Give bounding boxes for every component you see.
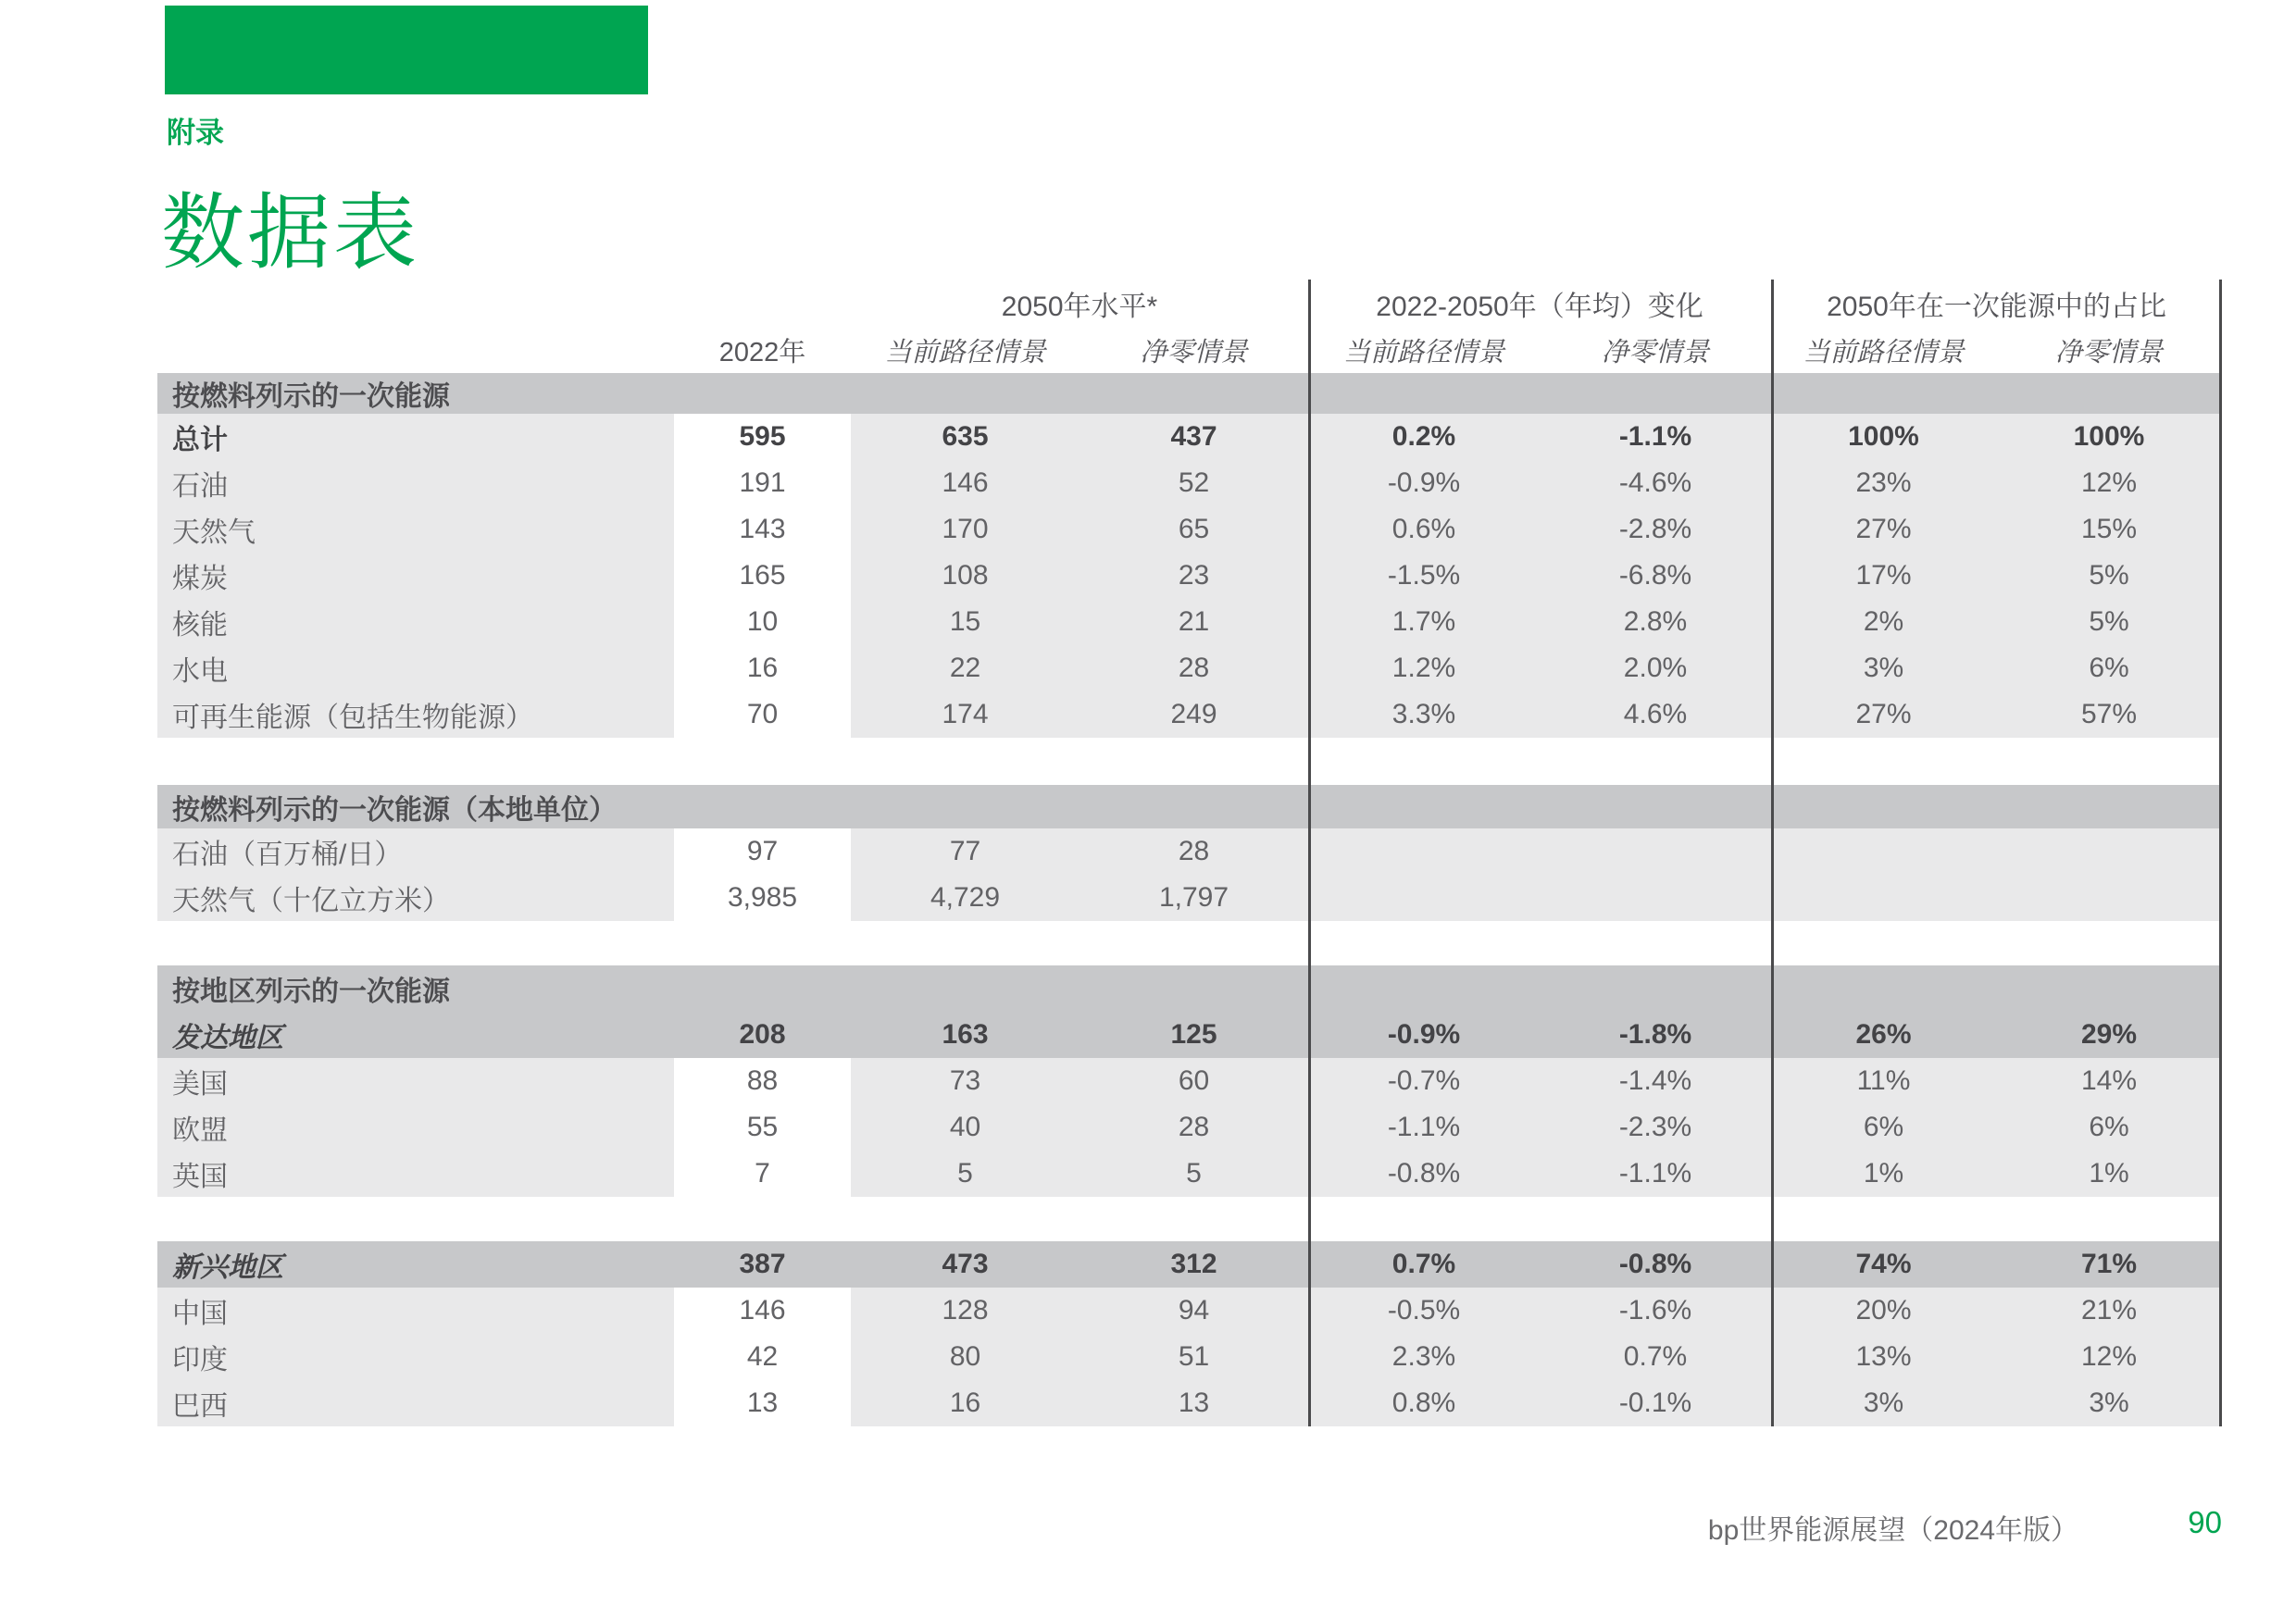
subheader-nz-share: 净零情景 — [2054, 337, 2163, 367]
cell-nz-2050: 437 — [1170, 421, 1217, 452]
cell-nz-2050: 1,797 — [1158, 882, 1229, 913]
row-label: 天然气（十亿立方米） — [172, 886, 450, 916]
table-group-header-row — [157, 280, 2222, 327]
cell-cps-2050: 170 — [942, 514, 989, 544]
cell-nz-share: 29% — [2080, 1019, 2138, 1050]
cell-2022: 88 — [674, 1058, 851, 1104]
cell-nz-change: -1.1% — [1618, 1158, 1692, 1189]
cell-2022: 143 — [674, 506, 851, 553]
section-title: 按燃料列示的一次能源（本地单位） — [172, 794, 617, 826]
cell-cps-share: 2% — [1863, 606, 1904, 637]
cell-cps-change: -0.7% — [1387, 1065, 1461, 1096]
cell-nz-change: -0.1% — [1618, 1388, 1692, 1418]
cell-nz-change: -2.3% — [1618, 1112, 1692, 1142]
table-row-coal — [157, 553, 2222, 599]
cell-nz-change — [1540, 875, 1771, 921]
cell-cps-share: 3% — [1863, 1388, 1904, 1418]
cell-nz-2050: 52 — [1178, 467, 1210, 498]
row-label: 美国 — [172, 1069, 228, 1100]
cell-nz-share: 1% — [2089, 1158, 2129, 1189]
cell-cps-share: 20% — [1855, 1295, 1912, 1326]
cell-2022: 16 — [674, 645, 851, 691]
table-row-brazil — [157, 1380, 2222, 1426]
cell-nz-2050: 28 — [1178, 653, 1210, 683]
row-label: 石油（百万桶/日） — [172, 840, 403, 870]
section-header-fuels-local-units — [157, 785, 2222, 828]
table-row-oil-local — [157, 828, 2222, 875]
cell-nz-2050: 312 — [1170, 1249, 1217, 1279]
cell-nz-share: 12% — [2080, 467, 2138, 498]
cell-cps-2050: 4,729 — [930, 882, 1001, 913]
cell-cps-change: 0.7% — [1391, 1249, 1456, 1279]
cell-2022: 13 — [674, 1380, 851, 1426]
cell-cps-2050: 108 — [942, 560, 989, 591]
cell-cps-change: -0.8% — [1387, 1158, 1461, 1189]
table-row-us — [157, 1058, 2222, 1104]
cell-cps-change: -0.5% — [1387, 1295, 1461, 1326]
cell-cps-change: 3.3% — [1391, 699, 1456, 729]
cell-cps-change: 0.6% — [1391, 514, 1456, 544]
group-header-2050-levels: 2050年水平* — [1001, 291, 1158, 322]
cell-2022: 97 — [674, 828, 851, 875]
appendix-label: 附录 — [167, 117, 224, 149]
data-table — [157, 280, 2222, 1426]
cell-2022: 191 — [674, 460, 851, 506]
cell-cps-2050: 16 — [949, 1388, 981, 1418]
cell-nz-change: 2.0% — [1623, 653, 1688, 683]
cell-2022: 208 — [739, 1019, 786, 1050]
cell-nz-change: -4.6% — [1618, 467, 1692, 498]
table-spacer — [157, 1197, 2222, 1241]
cell-cps-2050: 163 — [942, 1019, 989, 1050]
row-label: 中国 — [172, 1299, 228, 1329]
cell-nz-2050: 60 — [1178, 1065, 1210, 1096]
cell-nz-share: 57% — [2080, 699, 2138, 729]
row-label: 总计 — [172, 425, 228, 455]
cell-nz-2050: 51 — [1178, 1341, 1210, 1372]
cell-nz-share: 6% — [2089, 653, 2129, 683]
table-row-hydro — [157, 645, 2222, 691]
header-accent-bar — [165, 6, 648, 94]
cell-cps-change — [1308, 828, 1540, 875]
cell-nz-2050: 125 — [1170, 1019, 1217, 1050]
cell-nz-share — [1996, 828, 2222, 875]
row-label: 石油 — [172, 471, 228, 502]
cell-2022: 42 — [674, 1334, 851, 1380]
cell-cps-share — [1771, 828, 1996, 875]
table-spacer — [157, 738, 2222, 785]
cell-cps-change: -0.9% — [1387, 1019, 1461, 1050]
cell-2022: 7 — [674, 1151, 851, 1197]
table-row-developed-regions — [157, 1012, 2222, 1058]
table-row-nuclear — [157, 599, 2222, 645]
cell-nz-share: 5% — [2089, 606, 2129, 637]
table-row-gas-local — [157, 875, 2222, 921]
cell-2022: 387 — [739, 1249, 786, 1279]
cell-cps-share: 27% — [1855, 514, 1912, 544]
section-header-regions — [157, 965, 2222, 1012]
cell-cps-change: 0.8% — [1391, 1388, 1456, 1418]
cell-2022: 165 — [674, 553, 851, 599]
row-label: 煤炭 — [172, 564, 228, 594]
cell-nz-change: -1.4% — [1618, 1065, 1692, 1096]
cell-cps-share: 100% — [1848, 421, 1919, 452]
cell-cps-2050: 77 — [949, 836, 981, 866]
cell-cps-share: 17% — [1855, 560, 1912, 591]
section-title: 按地区列示的一次能源 — [172, 977, 450, 1007]
row-label: 英国 — [172, 1162, 228, 1192]
table-row-natural-gas — [157, 506, 2222, 553]
cell-cps-share: 1% — [1863, 1158, 1904, 1189]
cell-nz-2050: 65 — [1178, 514, 1210, 544]
cell-cps-share: 13% — [1855, 1341, 1912, 1372]
cell-cps-change — [1308, 875, 1540, 921]
cell-cps-change: -0.9% — [1387, 467, 1461, 498]
table-row-china — [157, 1288, 2222, 1334]
cell-cps-2050: 635 — [942, 421, 989, 452]
header-spacer-cell — [157, 280, 851, 327]
cell-cps-2050: 73 — [949, 1065, 981, 1096]
cell-cps-share: 23% — [1855, 467, 1912, 498]
cell-nz-share: 14% — [2080, 1065, 2138, 1096]
cell-cps-2050: 40 — [949, 1112, 981, 1142]
cell-nz-change: -0.8% — [1618, 1249, 1692, 1279]
cell-nz-2050: 94 — [1178, 1295, 1210, 1326]
table-row-uk — [157, 1151, 2222, 1197]
subheader-cps-change: 当前路径情景 — [1342, 337, 1504, 367]
cell-2022: 595 — [674, 414, 851, 460]
cell-cps-share: 11% — [1856, 1065, 1911, 1096]
table-spacer — [157, 921, 2222, 965]
cell-nz-share: 15% — [2080, 514, 2138, 544]
subheader-cps-2050: 当前路径情景 — [884, 337, 1046, 367]
table-row-eu — [157, 1104, 2222, 1151]
group-header-2022-2050-change: 2022-2050年（年均）变化 — [1376, 291, 1703, 322]
cell-cps-change: 1.7% — [1391, 606, 1456, 637]
cell-cps-2050: 128 — [942, 1295, 989, 1326]
cell-nz-change: -2.8% — [1618, 514, 1692, 544]
cell-cps-2050: 473 — [942, 1249, 989, 1279]
cell-cps-share: 27% — [1855, 699, 1912, 729]
table-row-renewables — [157, 691, 2222, 738]
cell-nz-share: 12% — [2080, 1341, 2138, 1372]
cell-nz-change: -1.1% — [1618, 421, 1692, 452]
column-divider — [2219, 280, 2222, 1426]
cell-2022: 55 — [674, 1104, 851, 1151]
cell-nz-2050: 13 — [1178, 1388, 1210, 1418]
cell-cps-change: 1.2% — [1391, 653, 1456, 683]
cell-nz-share: 6% — [2089, 1112, 2129, 1142]
cell-nz-change: 0.7% — [1623, 1341, 1688, 1372]
cell-nz-2050: 28 — [1178, 1112, 1210, 1142]
cell-cps-share: 6% — [1863, 1112, 1904, 1142]
cell-nz-change: 2.8% — [1623, 606, 1688, 637]
cell-nz-2050: 249 — [1170, 699, 1217, 729]
row-label: 核能 — [172, 610, 228, 641]
cell-nz-share: 21% — [2080, 1295, 2138, 1326]
page-title: 数据表 — [161, 187, 419, 280]
cell-nz-2050: 21 — [1178, 606, 1210, 637]
group-header-2050-share: 2050年在一次能源中的占比 — [1827, 291, 2166, 322]
cell-nz-2050: 28 — [1178, 836, 1210, 866]
subheader-nz-2050: 净零情景 — [1140, 337, 1248, 367]
cell-cps-share: 26% — [1855, 1019, 1912, 1050]
cell-nz-change — [1540, 828, 1771, 875]
page-number: 90 — [2188, 1505, 2222, 1539]
cell-2022: 3,985 — [674, 875, 851, 921]
row-label: 巴西 — [172, 1391, 228, 1422]
cell-2022: 146 — [674, 1288, 851, 1334]
cell-nz-share: 5% — [2089, 560, 2129, 591]
section-header-fuels — [157, 373, 2222, 414]
subheader-spacer-cell — [157, 327, 674, 373]
cell-nz-share — [1996, 875, 2222, 921]
cell-cps-2050: 174 — [942, 699, 989, 729]
cell-cps-change: 0.2% — [1391, 421, 1456, 452]
table-row-emerging-regions — [157, 1241, 2222, 1288]
cell-nz-2050: 23 — [1178, 560, 1210, 591]
row-label: 印度 — [172, 1345, 228, 1375]
cell-nz-2050: 5 — [1186, 1158, 1202, 1189]
cell-nz-change: 4.6% — [1623, 699, 1688, 729]
subheader-nz-change: 净零情景 — [1601, 337, 1709, 367]
row-label: 可再生能源（包括生物能源） — [172, 703, 533, 733]
table-row-india — [157, 1334, 2222, 1380]
row-label: 水电 — [172, 656, 228, 687]
cell-cps-2050: 80 — [949, 1341, 981, 1372]
row-label: 欧盟 — [172, 1115, 228, 1146]
cell-nz-share: 71% — [2080, 1249, 2138, 1279]
cell-cps-share — [1771, 875, 1996, 921]
cell-cps-change: -1.5% — [1387, 560, 1461, 591]
cell-cps-2050: 15 — [949, 606, 981, 637]
table-subheader-row — [157, 327, 2222, 373]
row-label: 天然气 — [172, 517, 256, 548]
row-label: 新兴地区 — [172, 1252, 283, 1283]
table-row-total — [157, 414, 2222, 460]
cell-cps-share: 3% — [1863, 653, 1904, 683]
cell-nz-change: -6.8% — [1618, 560, 1692, 591]
cell-cps-2050: 22 — [949, 653, 981, 683]
cell-cps-change: -1.1% — [1387, 1112, 1461, 1142]
subheader-2022: 2022年 — [718, 337, 806, 367]
cell-cps-2050: 146 — [942, 467, 989, 498]
cell-nz-change: -1.6% — [1618, 1295, 1692, 1326]
cell-2022: 10 — [674, 599, 851, 645]
cell-2022: 70 — [674, 691, 851, 738]
row-label: 发达地区 — [172, 1023, 283, 1053]
cell-cps-2050: 5 — [957, 1158, 973, 1189]
column-divider — [1308, 280, 1311, 1426]
cell-nz-change: -1.8% — [1618, 1019, 1692, 1050]
table-row-oil — [157, 460, 2222, 506]
cell-nz-share: 100% — [2073, 421, 2145, 452]
cell-cps-share: 74% — [1855, 1249, 1912, 1279]
cell-cps-change: 2.3% — [1391, 1341, 1456, 1372]
footer-publication-title: bp世界能源展望（2024年版） — [1707, 1515, 2078, 1546]
cell-nz-share: 3% — [2089, 1388, 2129, 1418]
column-divider — [1771, 280, 1774, 1426]
subheader-cps-share: 当前路径情景 — [1803, 337, 1965, 367]
section-title: 按燃料列示的一次能源 — [172, 381, 450, 412]
